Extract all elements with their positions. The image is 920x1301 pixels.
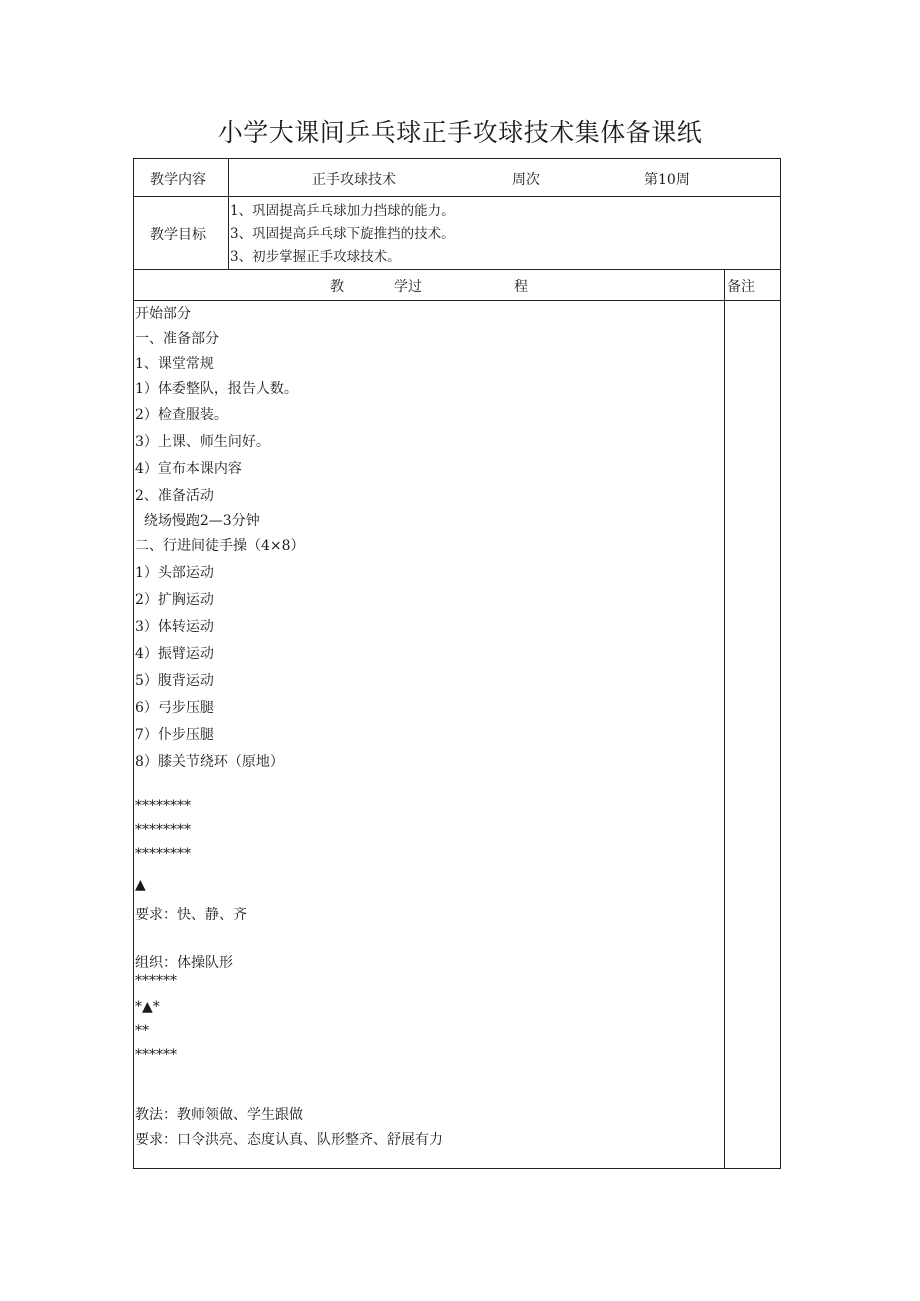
body-line: 7）仆步压腿 — [135, 727, 214, 743]
formation-line: ******** — [135, 846, 191, 862]
body-line: 1、课堂常规 — [135, 356, 214, 372]
body-line: 1）体委整队，报告人数。 — [135, 381, 298, 397]
page-title: 小学大课间乒乓球正手攻球技术集体备课纸 — [217, 118, 703, 147]
body-line: 5）腹背运动 — [135, 673, 214, 689]
content-label: 教学内容 — [150, 172, 206, 188]
formation-line: ****** — [135, 1047, 177, 1063]
body-line: 开始部分 — [135, 306, 191, 322]
body-line: 1）头部运动 — [135, 565, 214, 581]
goal-item: 1、巩固提高乒乓球加力挡球的能力。 — [230, 203, 455, 219]
formation-line: ** — [135, 1023, 149, 1039]
body-line: 组织：体操队形 — [135, 955, 233, 971]
goal-item: 3、巩固提高乒乓球下旋推挡的技术。 — [230, 226, 455, 242]
body-line: 6）弓步压腿 — [135, 700, 214, 716]
teacher-marker: ▲ — [135, 877, 146, 893]
body-line: 2、准备活动 — [135, 488, 214, 504]
body-line: 要求：口令洪亮、态度认真、队形整齐、舒展有力 — [135, 1132, 443, 1148]
body-line: 二、行进间徒手操（4×8） — [135, 538, 305, 554]
lesson-plan-table — [133, 158, 781, 1169]
row-divider — [134, 269, 780, 270]
process-header-char: 学过 — [394, 279, 422, 295]
formation-line: ******** — [135, 798, 191, 814]
formation-line: *▲* — [135, 999, 160, 1015]
body-line: 2）检查服装。 — [135, 407, 228, 423]
formation-line: ****** — [135, 973, 177, 989]
content-value: 正手攻球技术 — [312, 172, 396, 188]
body-line: 绕场慢跑2—3分钟 — [135, 513, 260, 529]
row-divider — [134, 300, 780, 301]
process-header-char: 教 — [330, 279, 344, 295]
goal-item: 3、初步掌握正手攻球技术。 — [230, 249, 401, 265]
column-divider — [228, 159, 229, 269]
goals-label: 教学目标 — [150, 227, 206, 243]
column-divider — [724, 269, 725, 1169]
body-line: 4）宣布本课内容 — [135, 461, 242, 477]
body-line: 要求：快、静、齐 — [135, 907, 247, 923]
body-line: 4）振臂运动 — [135, 646, 214, 662]
body-line: 8）膝关节绕环（原地） — [135, 754, 284, 770]
week-value: 第10周 — [644, 172, 690, 188]
row-divider — [134, 196, 780, 197]
process-header-char: 程 — [514, 279, 528, 295]
body-line: 3）上课、师生问好。 — [135, 434, 270, 450]
body-line: 教法：教师领做、学生跟做 — [135, 1107, 303, 1123]
body-line: 2）扩胸运动 — [135, 592, 214, 608]
body-line: 3）体转运动 — [135, 619, 214, 635]
body-line: 一、准备部分 — [135, 331, 219, 347]
notes-header: 备注 — [727, 279, 755, 295]
week-label: 周次 — [512, 172, 540, 188]
formation-line: ******** — [135, 822, 191, 838]
